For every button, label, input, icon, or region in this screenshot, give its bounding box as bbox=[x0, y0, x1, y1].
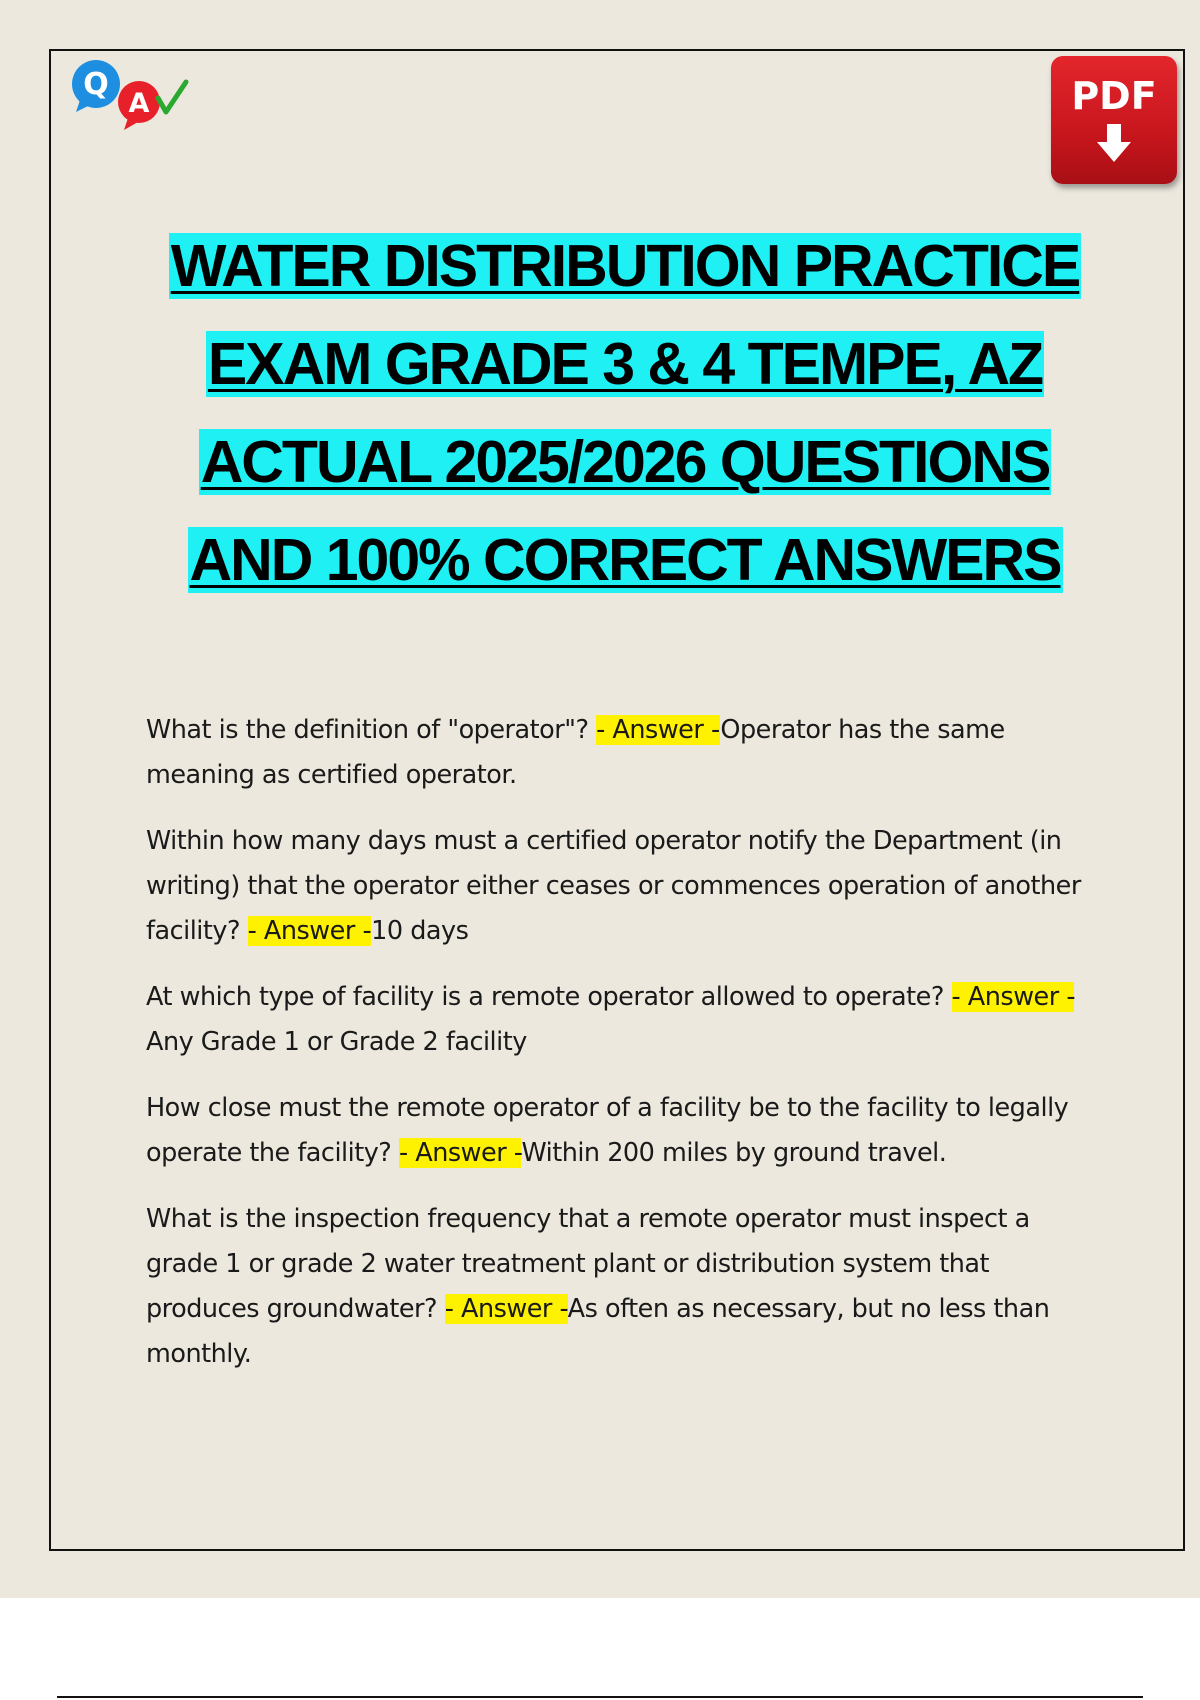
question-text: What is the inspection frequency that a remote operator must inspect a grade 1 or grade 2 water treatment plant or distribution system that produces groundwater? bbox=[146, 1204, 1030, 1324]
checkmark-icon bbox=[158, 82, 186, 112]
answer-text: Operator has the same meaning as certified operator. bbox=[146, 715, 1005, 790]
qa-item bbox=[146, 1197, 1101, 1377]
qa-logo bbox=[68, 56, 198, 136]
document-title bbox=[100, 232, 1150, 624]
bottom-divider bbox=[57, 1696, 1143, 1698]
question-text: Within how many days must a certified operator notify the Department (in writing) that the operator either ceases or commences operation of another facility? bbox=[146, 826, 1081, 946]
title-line: WATER DISTRIBUTION PRACTICE bbox=[170, 233, 1080, 299]
pdf-download-icon[interactable] bbox=[1051, 56, 1177, 184]
answer-tag: - Answer - bbox=[247, 916, 372, 946]
qa-item bbox=[146, 819, 1101, 954]
answer-text: Within 200 miles by ground travel. bbox=[521, 1138, 947, 1168]
title-line: EXAM GRADE 3 & 4 TEMPE, AZ bbox=[207, 331, 1043, 397]
download-arrow-icon bbox=[1094, 122, 1134, 164]
question-text: At which type of facility is a remote operator allowed to operate? bbox=[146, 982, 952, 1012]
qa-item bbox=[146, 708, 1101, 798]
answer-text: 10 days bbox=[371, 916, 469, 946]
qa-list bbox=[146, 708, 1101, 1398]
logo-q-letter: Q bbox=[83, 67, 109, 102]
logo-a-letter: A bbox=[128, 88, 150, 119]
qa-item bbox=[146, 975, 1101, 1065]
qa-item bbox=[146, 1086, 1101, 1176]
q-bubble-icon bbox=[72, 60, 120, 112]
question-text: How close must the remote operator of a facility be to the facility to legally operate the facility? bbox=[146, 1093, 1069, 1168]
answer-tag: - Answer - bbox=[951, 982, 1075, 1012]
title-line: ACTUAL 2025/2026 QUESTIONS bbox=[200, 429, 1050, 495]
answer-tag: - Answer - bbox=[596, 715, 721, 745]
question-text: What is the definition of "operator"? bbox=[146, 715, 597, 745]
answer-text: Any Grade 1 or Grade 2 facility bbox=[146, 1027, 527, 1057]
pdf-label: PDF bbox=[1071, 74, 1157, 118]
answer-text: As often as necessary, but no less than monthly. bbox=[146, 1294, 1050, 1369]
a-bubble-icon bbox=[118, 81, 160, 130]
title-line: AND 100% CORRECT ANSWERS bbox=[189, 527, 1061, 593]
answer-tag: - Answer - bbox=[444, 1294, 568, 1324]
answer-tag: - Answer - bbox=[398, 1138, 522, 1168]
